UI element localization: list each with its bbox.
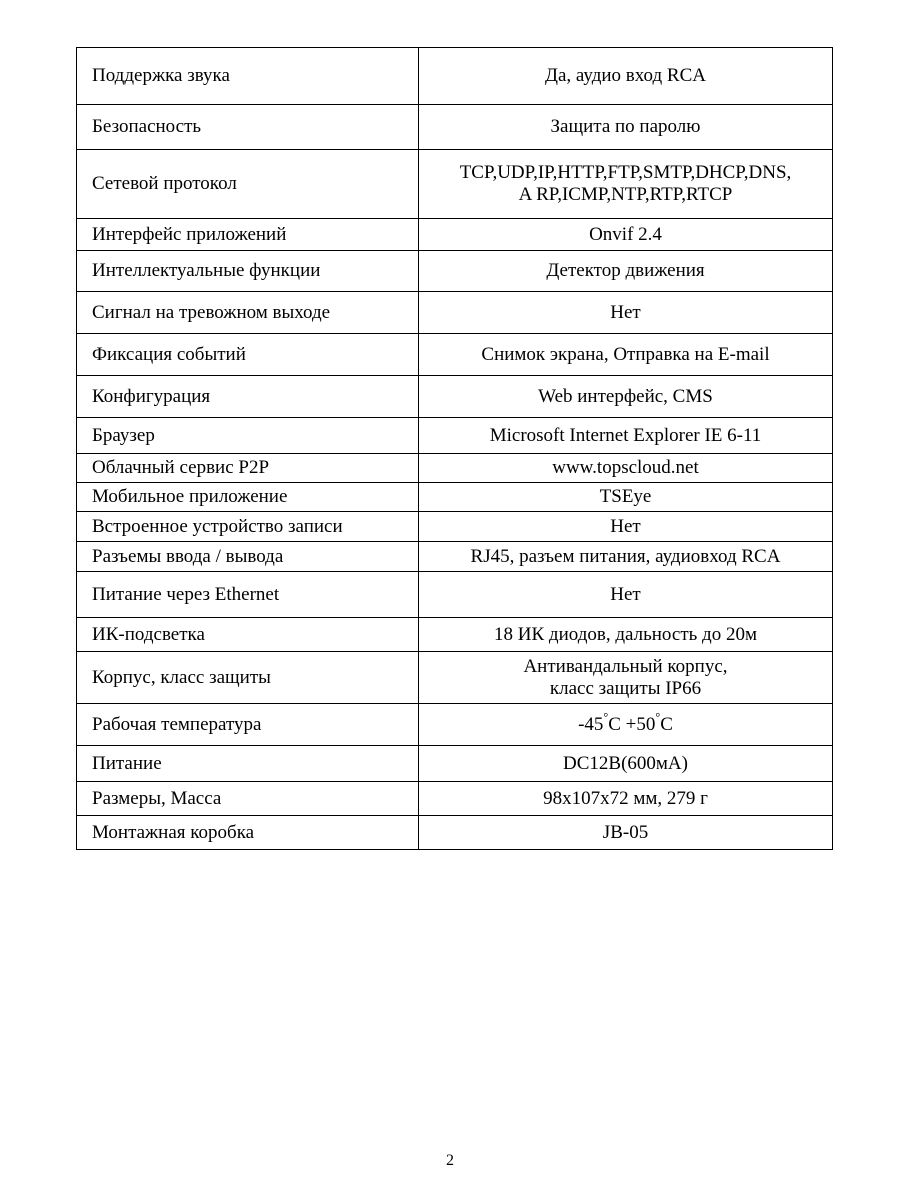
- row-value: JB-05: [419, 816, 833, 850]
- table-row: [77, 150, 833, 219]
- row-value: 98x107x72 мм, 279 г: [419, 782, 833, 816]
- row-label: Сигнал на тревожном выходе: [77, 292, 419, 334]
- row-label: Облачный сервис P2P: [77, 454, 419, 483]
- row-value: Детектор движения: [419, 251, 833, 292]
- row-label: Размеры, Масса: [77, 782, 419, 816]
- table-row: [77, 454, 833, 483]
- row-label: Питание через Ethernet: [77, 572, 419, 618]
- row-label: Интеллектуальные функции: [77, 251, 419, 292]
- row-label: Интерфейс приложений: [77, 219, 419, 251]
- spec-table: [76, 47, 833, 850]
- row-label: Сетевой протокол: [77, 150, 419, 219]
- table-row: [77, 251, 833, 292]
- row-label: Поддержка звука: [77, 48, 419, 105]
- row-value: Защита по паролю: [419, 105, 833, 150]
- row-value: TCP,UDP,IP,HTTP,FTP,SMTP,DHCP,DNS, A RP,ICMP,NTP,RTP,RTCP: [419, 150, 833, 219]
- table-row: [77, 572, 833, 618]
- row-label: Конфигурация: [77, 376, 419, 418]
- row-value: RJ45, разъем питания, аудиовход RCA: [419, 542, 833, 572]
- row-label: Мобильное приложение: [77, 483, 419, 512]
- row-label: Питание: [77, 746, 419, 782]
- row-value: Нет: [419, 292, 833, 334]
- degree-sign: °: [655, 709, 661, 724]
- row-value: Microsoft Internet Explorer IE 6-11: [419, 418, 833, 454]
- table-row: [77, 542, 833, 572]
- row-value: Onvif 2.4: [419, 219, 833, 251]
- row-value: Снимок экрана, Отправка на E-mail: [419, 334, 833, 376]
- table-row: [77, 618, 833, 652]
- row-label: ИК-подсветка: [77, 618, 419, 652]
- temperature-range: -45°С +50°С: [578, 709, 673, 735]
- table-row: [77, 48, 833, 105]
- table-row: [77, 746, 833, 782]
- table-row: [77, 652, 833, 704]
- row-label: Рабочая температура: [77, 704, 419, 746]
- table-row: [77, 512, 833, 542]
- table-row: [77, 292, 833, 334]
- row-label: Фиксация событий: [77, 334, 419, 376]
- row-value: Антивандальный корпус, класс защиты IP66: [419, 652, 833, 704]
- row-label: Корпус, класс защиты: [77, 652, 419, 704]
- table-row: [77, 376, 833, 418]
- row-label: Встроенное устройство записи: [77, 512, 419, 542]
- table-row: [77, 704, 833, 746]
- row-label: Разъемы ввода / вывода: [77, 542, 419, 572]
- table-row: [77, 105, 833, 150]
- row-value: Нет: [419, 572, 833, 618]
- row-value: [419, 704, 833, 746]
- row-label: Монтажная коробка: [77, 816, 419, 850]
- row-value: Да, аудио вход RCA: [419, 48, 833, 105]
- table-row: [77, 219, 833, 251]
- row-value: TSEye: [419, 483, 833, 512]
- table-row: [77, 816, 833, 850]
- table-row: [77, 418, 833, 454]
- table-row: [77, 782, 833, 816]
- row-label: Браузер: [77, 418, 419, 454]
- row-value: Web интерфейс, CMS: [419, 376, 833, 418]
- row-label: Безопасность: [77, 105, 419, 150]
- row-value: www.topscloud.net: [419, 454, 833, 483]
- table-row: [77, 483, 833, 512]
- row-value: 18 ИК диодов, дальность до 20м: [419, 618, 833, 652]
- page-number: 2: [446, 1152, 454, 1169]
- row-value: Нет: [419, 512, 833, 542]
- table-row: [77, 334, 833, 376]
- degree-sign: °: [603, 709, 609, 724]
- row-value: DC12В(600мА): [419, 746, 833, 782]
